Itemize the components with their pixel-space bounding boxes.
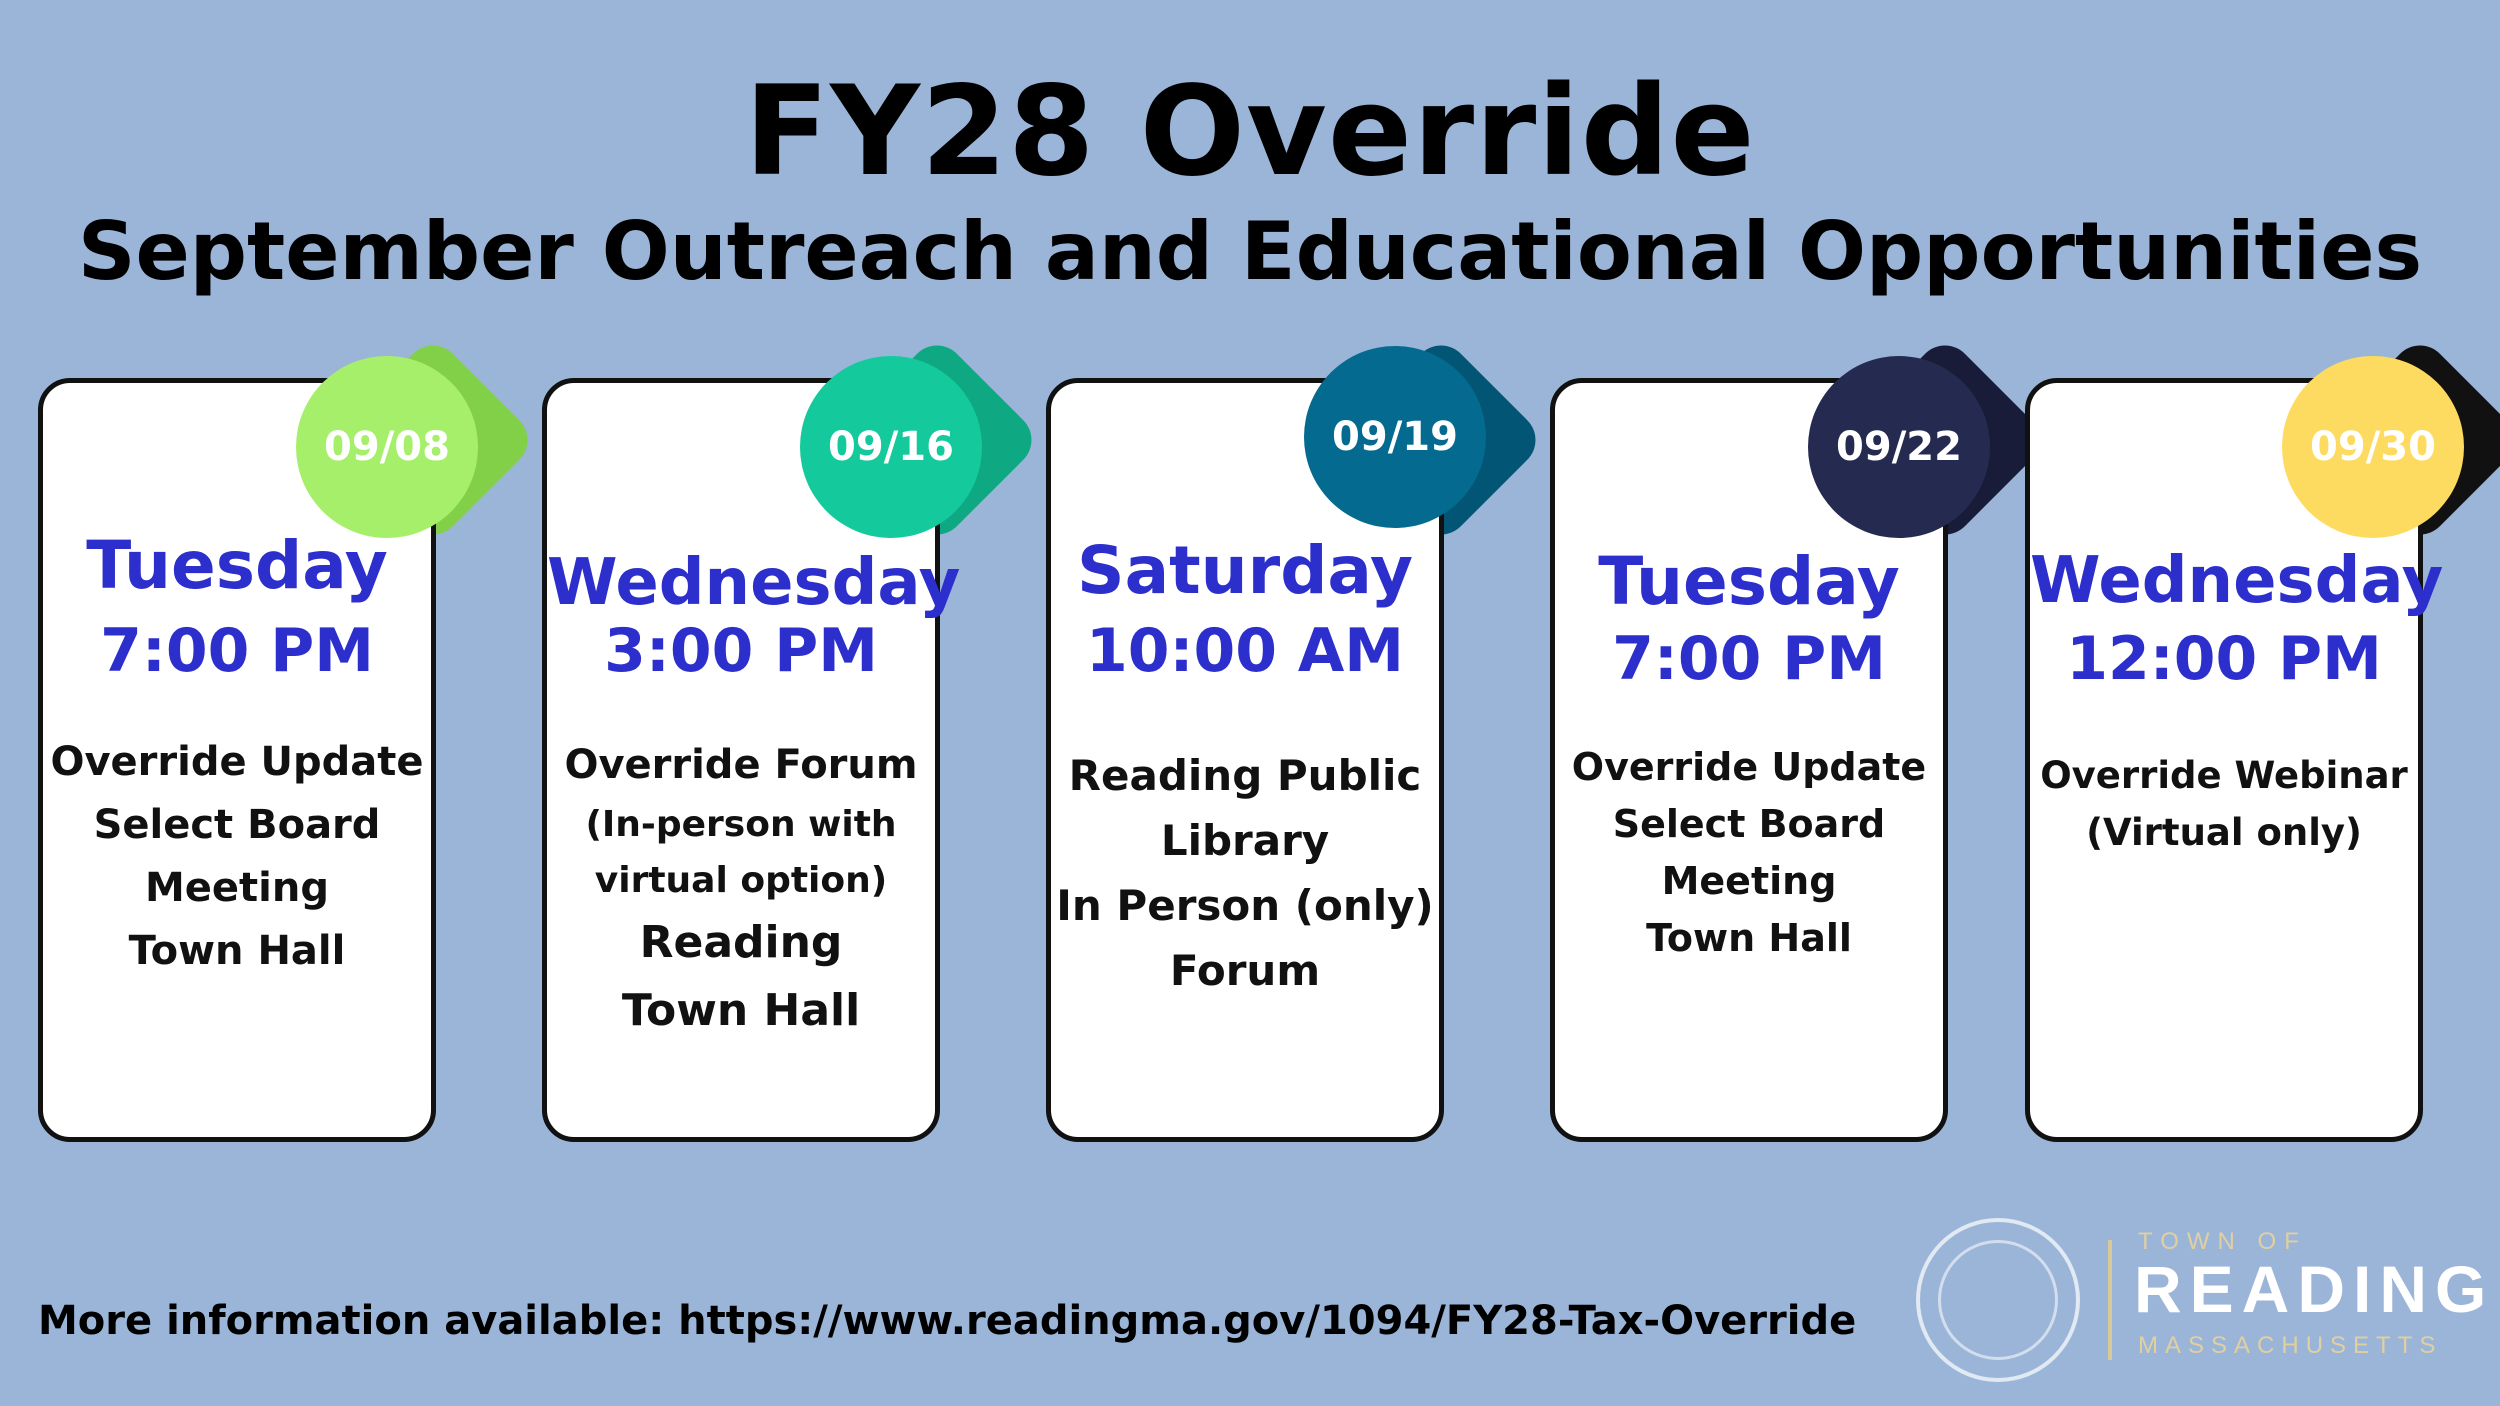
event-description [1051, 743, 1439, 1003]
event-line: (In-person with [585, 804, 897, 845]
event-line: Meeting [1661, 859, 1837, 903]
event-line: Meeting [144, 865, 329, 911]
date-badge: 09/19 [1304, 346, 1486, 528]
event-line: Town Hall [1646, 916, 1852, 960]
event-line: Town Hall [621, 985, 861, 1036]
logo-massachusetts: MASSACHUSETTS [2138, 1332, 2443, 1359]
date-badge: 09/08 [296, 356, 478, 538]
event-line: Override Webinar [2040, 754, 2408, 797]
date-badge: 09/30 [2282, 356, 2464, 538]
event-day: Wednesday [2030, 544, 2444, 618]
logo-reading: READING [2134, 1252, 2495, 1326]
more-info-text: More information available: https://www.readingma.gov/1094/FY28-Tax-Override [38, 1298, 1857, 1344]
event-line: Select Board [93, 802, 381, 848]
event-line: (Virtual only) [2086, 811, 2362, 854]
seal-inner-ring [1938, 1240, 2058, 1360]
event-day: Tuesday [86, 527, 388, 604]
event-line: Override Forum [564, 742, 918, 788]
event-line: In Person (only) [1056, 881, 1434, 930]
event-description [2030, 747, 2418, 861]
event-line: Override Update [50, 739, 424, 785]
event-time: 7:00 PM [1612, 624, 1886, 694]
date-badge: 09/16 [800, 356, 982, 538]
event-description [547, 733, 935, 1045]
event-line: virtual option) [594, 860, 888, 901]
event-line: Town Hall [128, 928, 346, 974]
logo-divider [2108, 1240, 2112, 1360]
event-line: Reading Public [1068, 751, 1422, 800]
event-line: Library [1160, 816, 1330, 865]
event-line: Override Update [1571, 745, 1927, 789]
event-time: 7:00 PM [100, 616, 374, 686]
event-description [1555, 739, 1943, 967]
event-day: Tuesday [1598, 543, 1900, 620]
event-day: Saturday [1077, 532, 1413, 609]
event-time: 10:00 AM [1085, 616, 1405, 686]
event-day: Wednesday [547, 546, 961, 620]
event-line: Forum [1169, 946, 1321, 995]
town-seal-icon [1916, 1218, 2080, 1382]
page-subtitle: September Outreach and Educational Opportunities [77, 205, 2423, 298]
event-line: Reading [639, 917, 843, 968]
page-title: FY28 Override [744, 60, 1756, 204]
event-line: Select Board [1612, 802, 1886, 846]
event-description [43, 731, 431, 983]
event-time: 12:00 PM [2066, 624, 2382, 694]
logo-town-of: TOWN OF [2138, 1228, 2307, 1255]
event-time: 3:00 PM [604, 616, 878, 686]
date-badge: 09/22 [1808, 356, 1990, 538]
